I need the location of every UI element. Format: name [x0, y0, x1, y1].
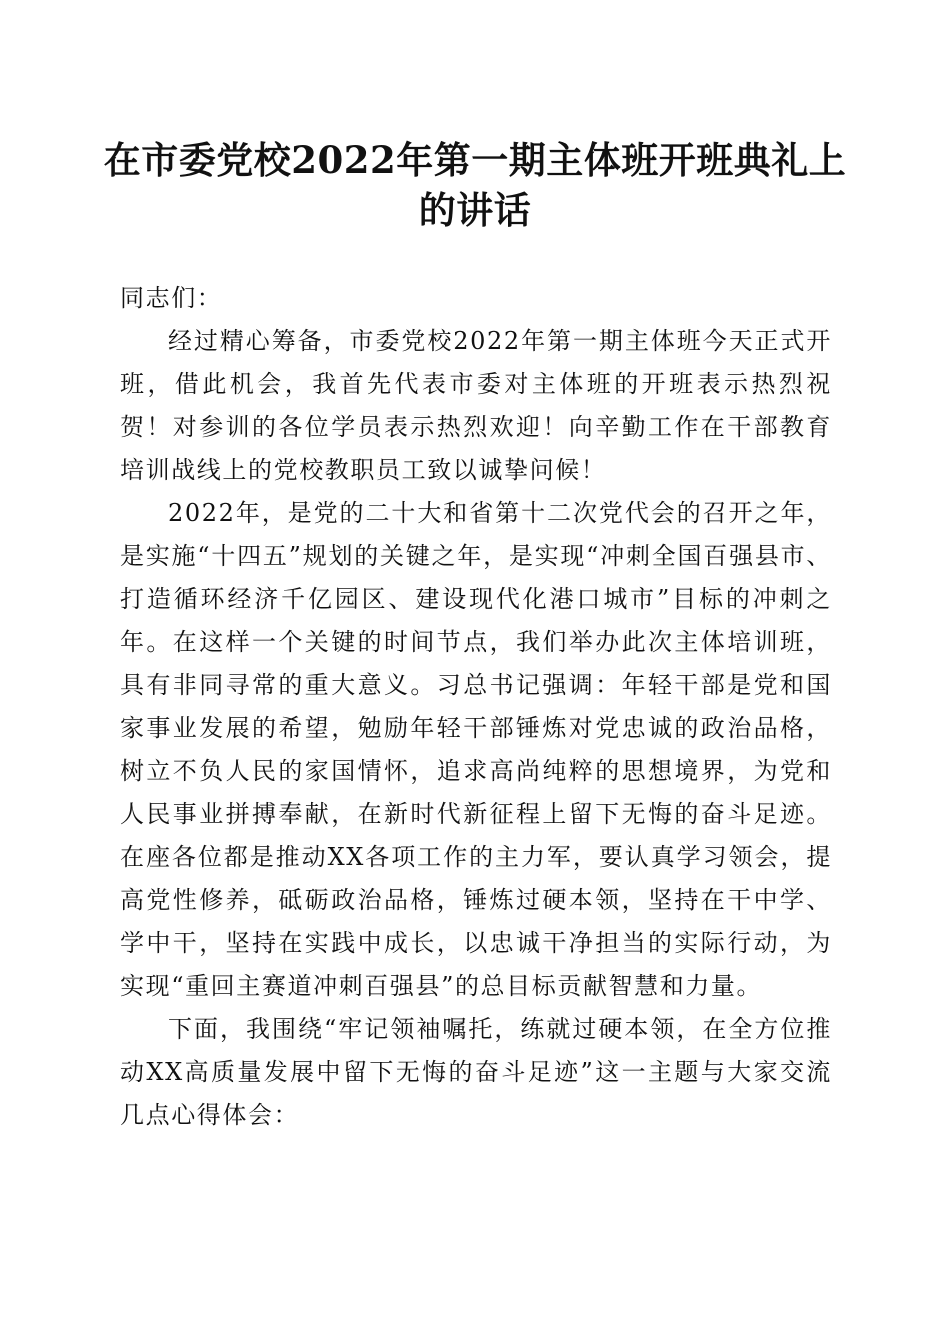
title-line-2: 的讲话 — [418, 188, 532, 232]
document-body — [120, 277, 832, 1137]
title-line-1: 在市委党校2022年第一期主体班开班典礼上 — [103, 138, 847, 182]
paragraph-3: 下面，我围绕“牢记领袖嘱托，练就过硬本领，在全方位推动XX高质量发展中留下无悔的奋斗足迹”这一主题与大家交流几点心得体会： — [120, 1015, 832, 1129]
paragraph-1: 经过精心筹备，市委党校2022年第一期主体班今天正式开班，借此机会，我首先代表市委对主体班的开班表示热烈祝贺！对参训的各位学员表示热烈欢迎！向辛勤工作在干部教育培训战线上的党校教职员工致以诚挚问候！ — [120, 327, 832, 484]
document-title — [100, 135, 850, 235]
salutation: 同志们： — [120, 284, 223, 312]
paragraph-2: 2022年，是党的二十大和省第十二次党代会的召开之年，是实施“十四五”规划的关键之年，是实现“冲刺全国百强县市、打造循环经济千亿园区、建设现代化港口城市”目标的冲刺之年。在这样一个关键的时间节点，我们举办此次主体培训班，具有非同寻常的重大意义。习总书记强调：年轻干部是党和国家事业发展的希望，勉励年轻干部锤炼对党忠诚的政治品格，树立不负人民的家国情怀，追求高尚纯粹的思想境界，为党和人民事业拼搏奉献，在新时代新征程上留下无悔的奋斗足迹。在座各位都是推动XX各项工作的主力军，要认真学习领会，提高党性修养，砥砺政治品格，锤炼过硬本领，坚持在干中学、学中干，坚持在实践中成长，以忠诚干净担当的实际行动，为实现“重回主赛道冲刺百强县”的总目标贡献智慧和力量。 — [120, 499, 832, 1000]
